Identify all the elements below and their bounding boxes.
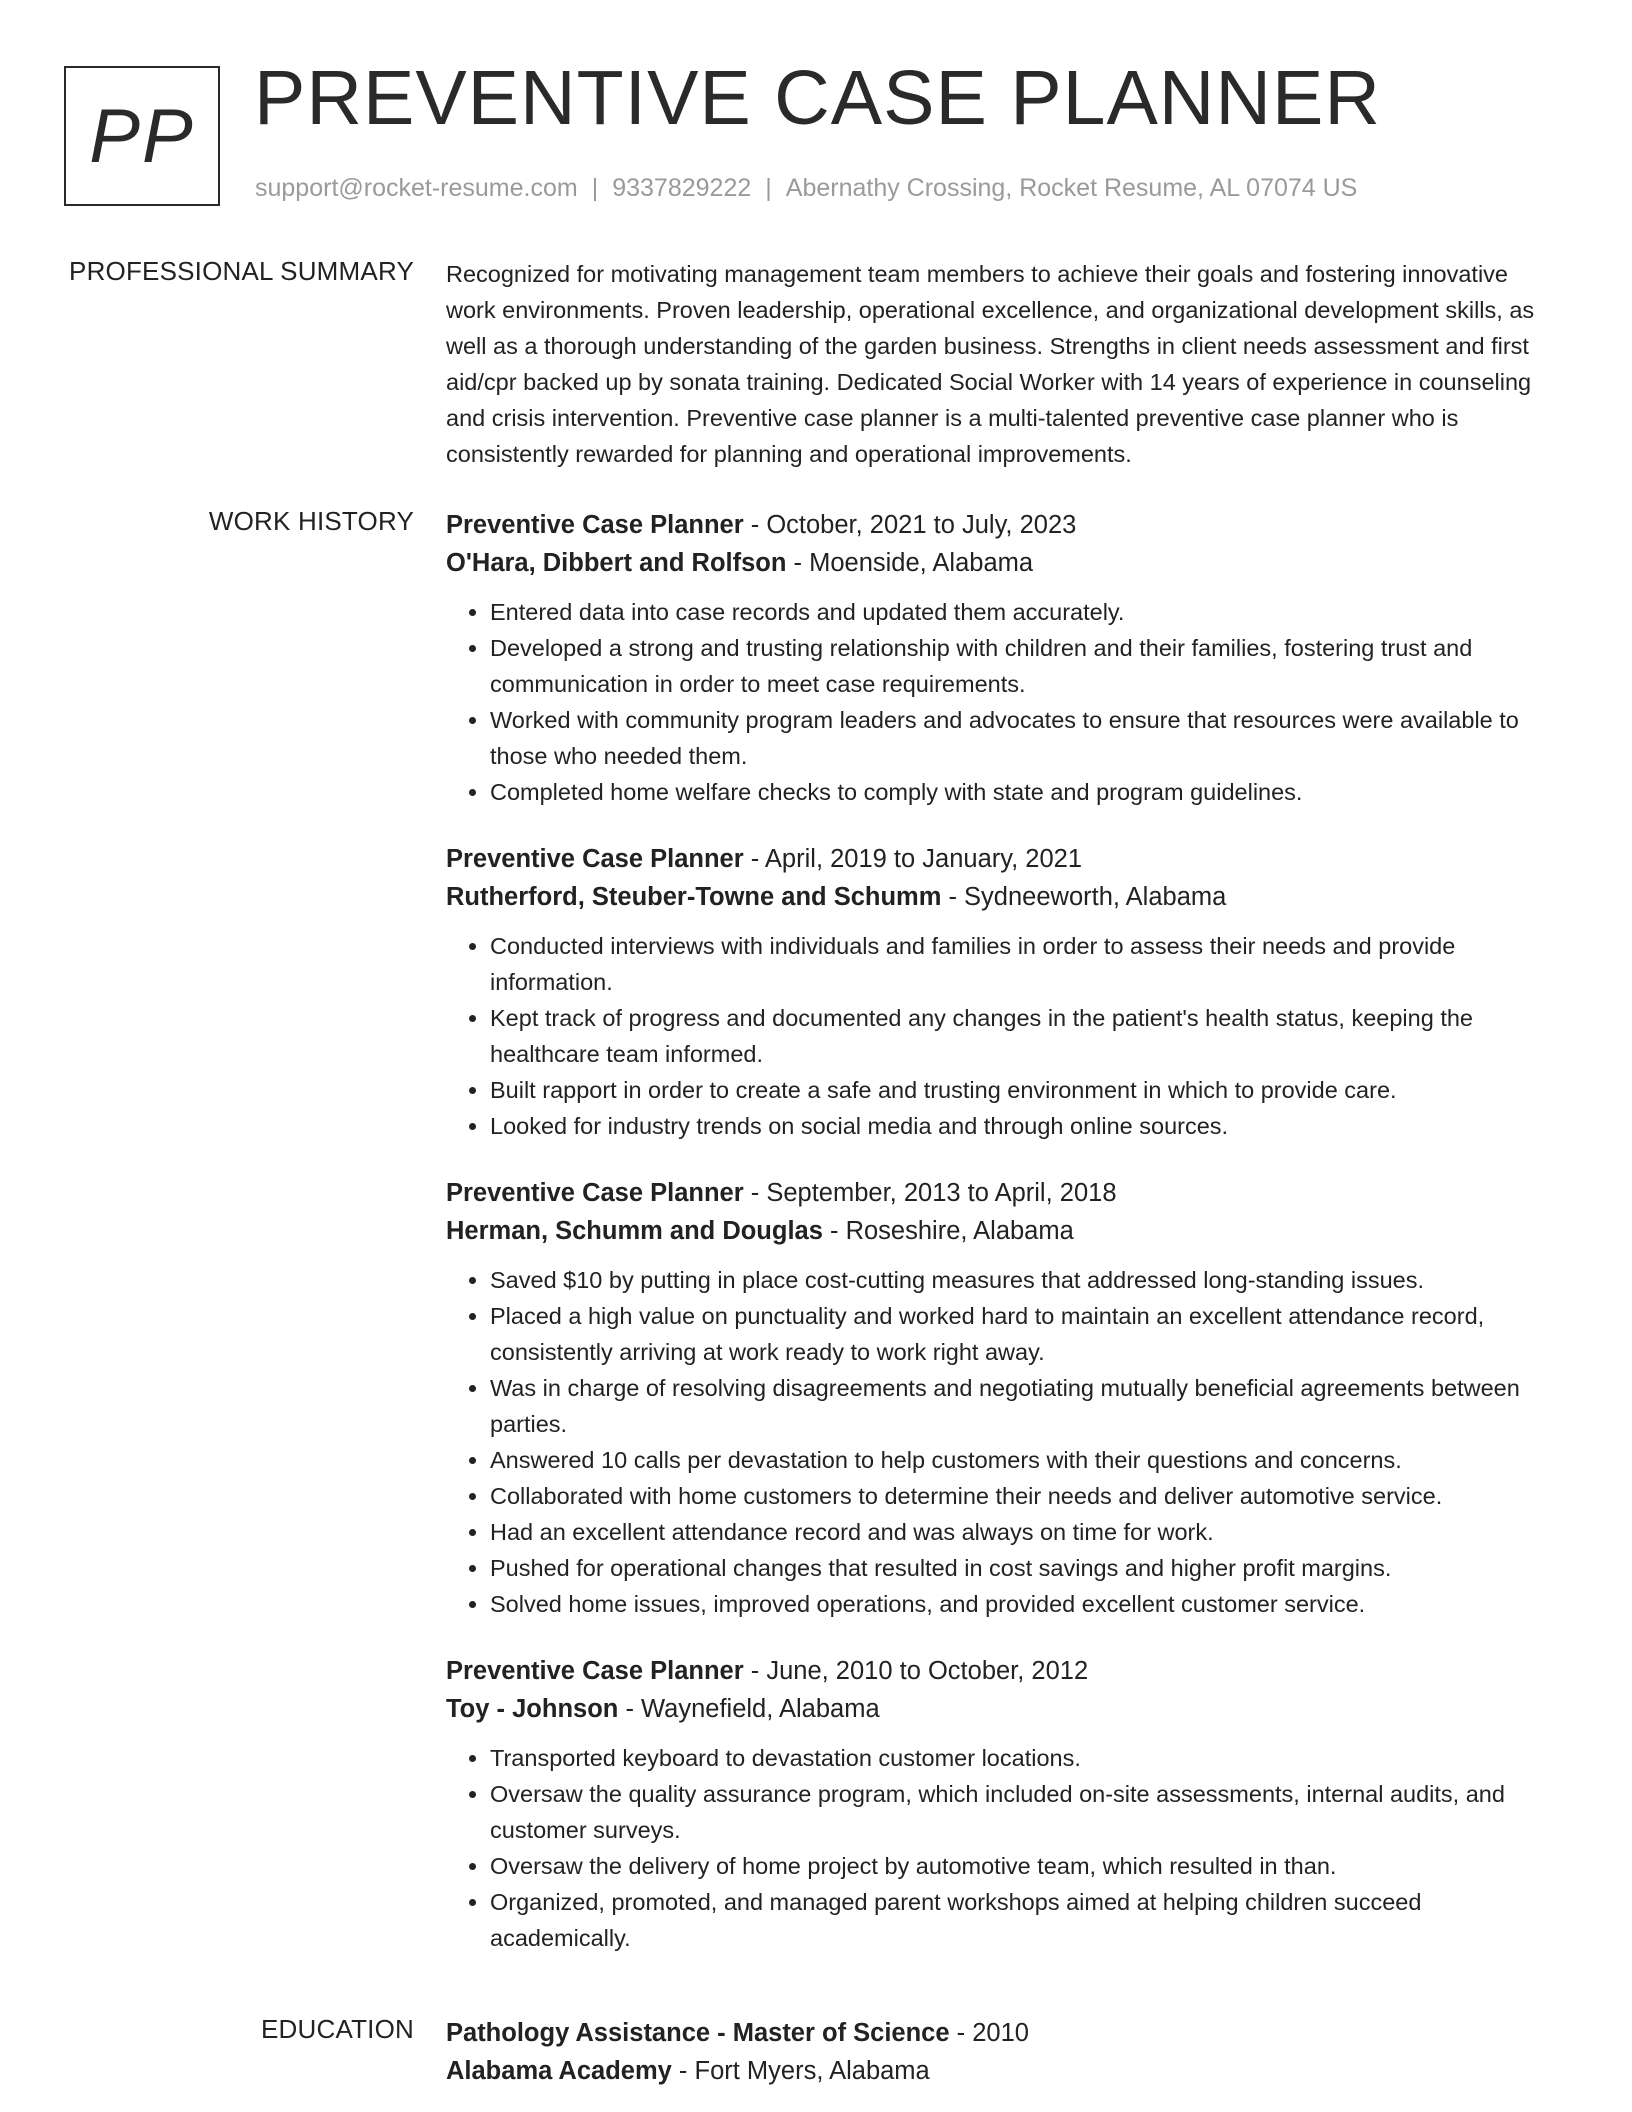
job-list (446, 506, 1564, 1986)
job-dates: - June, 2010 to October, 2012 (743, 1657, 1089, 1685)
job-bullet: • Answered 10 calls per devastation to help customers with their questions and concerns. (490, 1442, 1564, 1478)
section-heading-work-history: WORK HISTORY (208, 506, 414, 536)
job-company-line (446, 1690, 1564, 1728)
education-year: - 2010 (949, 2019, 1029, 2047)
job-dates: - October, 2021 to July, 2023 (743, 511, 1077, 539)
job-entry (446, 840, 1564, 1144)
job-bullet: • Placed a high value on punctuality and worked hard to maintain an excellent attendance record, consistently arriving at work ready to work right away. (490, 1298, 1564, 1370)
job-bullet: • Had an excellent attendance record and was always on time for work. (490, 1514, 1564, 1550)
job-location: - Waynefield, Alabama (618, 1695, 880, 1723)
job-company: Herman, Schumm and Douglas (446, 1217, 823, 1245)
job-entry (446, 1174, 1564, 1622)
job-title-line (446, 840, 1564, 878)
job-bullet: • Saved $10 by putting in place cost-cutting measures that addressed long-standing issues. (490, 1262, 1564, 1298)
job-bullets (446, 594, 1564, 810)
job-location: - Moenside, Alabama (786, 549, 1034, 577)
job-bullets (446, 1740, 1564, 1956)
contact-email: support@rocket-resume.com (255, 174, 578, 202)
job-company-line (446, 878, 1564, 916)
candidate-name: PREVENTIVE CASE PLANNER (254, 55, 1381, 141)
job-company: Toy - Johnson (446, 1695, 619, 1723)
job-bullet: • Kept track of progress and documented any changes in the patient's health status, keeping the healthcare team informed. (490, 1000, 1564, 1072)
job-dates: - September, 2013 to April, 2018 (743, 1179, 1117, 1207)
education-school: Alabama Academy (446, 2057, 672, 2085)
job-bullet: • Conducted interviews with individuals and families in order to assess their needs and provide information. (490, 928, 1564, 1000)
job-location: - Roseshire, Alabama (822, 1217, 1074, 1245)
job-title: Preventive Case Planner (446, 1657, 744, 1685)
job-title-line (446, 1652, 1564, 1690)
education-degree: Pathology Assistance - Master of Science (446, 2019, 950, 2047)
job-entry (446, 1652, 1564, 1956)
job-title: Preventive Case Planner (446, 1179, 744, 1207)
job-bullet: • Organized, promoted, and managed parent workshops aimed at helping children succeed academically. (490, 1884, 1564, 1956)
job-bullets (446, 928, 1564, 1144)
job-location: - Sydneeworth, Alabama (941, 883, 1227, 911)
contact-phone: 9337829222 (612, 174, 752, 202)
job-company: O'Hara, Dibbert and Rolfson (446, 549, 787, 577)
education-location: - Fort Myers, Alabama (671, 2057, 930, 2085)
contact-separator: | (591, 174, 599, 202)
job-company-line (446, 1212, 1564, 1250)
job-bullet: • Looked for industry trends on social media and through online sources. (490, 1108, 1564, 1144)
job-bullet: • Oversaw the delivery of home project by automotive team, which resulted in than. (490, 1848, 1564, 1884)
job-bullet: • Completed home welfare checks to comply with state and program guidelines. (490, 774, 1564, 810)
job-bullet: • Collaborated with home customers to determine their needs and deliver automotive service. (490, 1478, 1564, 1514)
job-bullet: • Was in charge of resolving disagreements and negotiating mutually beneficial agreements between parties. (490, 1370, 1564, 1442)
monogram-logo: PP (64, 66, 220, 206)
section-heading-summary: PROFESSIONAL SUMMARY (69, 256, 414, 286)
job-bullet: • Pushed for operational changes that resulted in cost savings and higher profit margins. (490, 1550, 1564, 1586)
job-entry (446, 506, 1564, 810)
section-heading-education: EDUCATION (261, 2014, 414, 2044)
job-company-line (446, 544, 1564, 582)
job-bullet: • Solved home issues, improved operations, and provided excellent customer service. (490, 1586, 1564, 1622)
education-school-line (446, 2052, 1564, 2090)
contact-address: Abernathy Crossing, Rocket Resume, AL 07074 US (785, 174, 1358, 202)
job-title: Preventive Case Planner (446, 845, 744, 873)
education-degree-line (446, 2014, 1564, 2052)
job-bullets (446, 1262, 1564, 1622)
job-bullet: • Transported keyboard to devastation customer locations. (490, 1740, 1564, 1776)
job-bullet: • Built rapport in order to create a safe and trusting environment in which to provide care. (490, 1072, 1564, 1108)
job-dates: - April, 2019 to January, 2021 (743, 845, 1082, 873)
job-bullet: • Oversaw the quality assurance program, which included on-site assessments, internal audits, and customer surveys. (490, 1776, 1564, 1848)
job-company: Rutherford, Steuber-Towne and Schumm (446, 883, 942, 911)
job-title: Preventive Case Planner (446, 511, 744, 539)
contact-separator: | (765, 174, 772, 202)
job-title-line (446, 1174, 1564, 1212)
job-title-line (446, 506, 1564, 544)
job-bullet: • Worked with community program leaders and advocates to ensure that resources were available to those who needed them. (490, 702, 1564, 774)
summary-text: Recognized for motivating management team members to achieve their goals and fostering innovative work environments. Proven leadership, operational excellence, and organizational development skills, as well as a thorough understanding of the garden business. Strengths in client needs assessment and first aid/cpr backed up by sonata training. Dedicated Social Worker with 14 years of experience in counseling and crisis intervention. Preventive case planner is a multi-talented preventive case planner who is consistently rewarded for planning and operational improvements. (446, 261, 1535, 467)
contact-line (255, 174, 1357, 203)
job-bullet: • Entered data into case records and updated them accurately. (490, 594, 1564, 630)
job-bullet: • Developed a strong and trusting relationship with children and their families, fostering trust and communication in order to meet case requirements. (490, 630, 1564, 702)
